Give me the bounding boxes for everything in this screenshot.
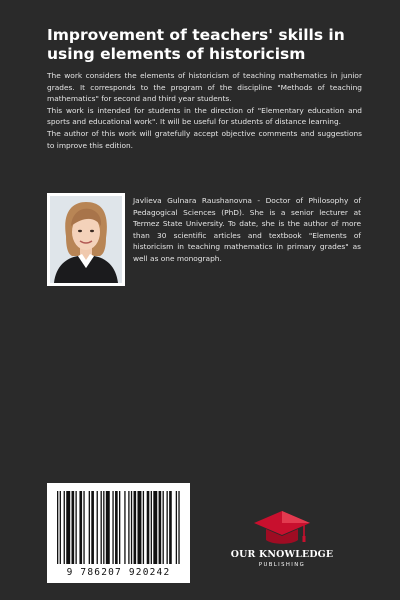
book-title: Improvement of teachers' skills in using elements of historicism xyxy=(47,26,345,63)
description-paragraph-1: The work considers the elements of historicism of teaching mathematics in junior grades. It corresponds to the program of the discipline "Methods of teaching mathematics" for second and third year students. xyxy=(47,71,362,104)
barcode-bars xyxy=(57,491,181,564)
publisher-logo xyxy=(226,507,338,577)
author-photo xyxy=(47,193,125,286)
publisher-tagline: PUBLISHING xyxy=(258,562,306,568)
isbn-digits: 9 786207 920242 xyxy=(66,567,171,578)
book-description xyxy=(47,70,362,151)
publisher-name: OUR KNOWLEDGE xyxy=(230,549,334,560)
isbn-barcode xyxy=(47,483,190,583)
description-paragraph-3: The author of this work will gratefully accept objective comments and suggestions to improve this edition. xyxy=(47,128,362,150)
author-bio: Javlieva Gulnara Raushanovna - Doctor of Philosophy of Pedagogical Sciences (PhD). She is a senior lecturer at Termez State University. To date, she is the author of more than 30 scientific articles and textbook "Elements of historicism in teaching mathematics in primary grades" as well as one monograph. xyxy=(133,196,361,263)
description-paragraph-2: This work is intended for students in the direction of "Elementary education and sports and educational work". It will be useful for students of distance learning. xyxy=(47,105,362,127)
author-portrait-image xyxy=(50,196,122,283)
graduation-cap-icon xyxy=(226,507,338,549)
